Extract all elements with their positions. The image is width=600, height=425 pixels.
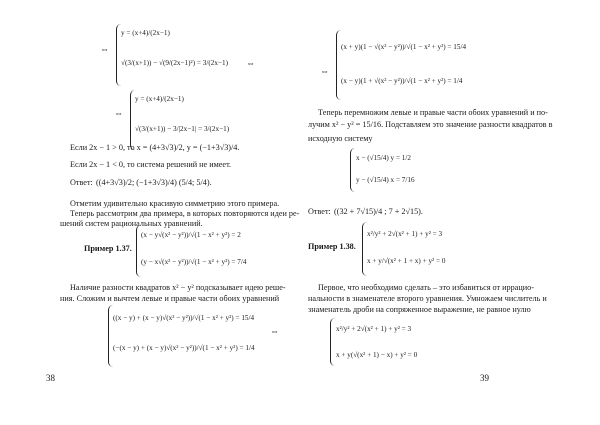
subst-eq2: y − (√15/4) x = 7/16 [356, 176, 415, 184]
sum-eq1: ((x − y) + (x − y)√(x² − y²))/√(1 − x² + y²) = 15/4 [113, 314, 255, 322]
top-eq1: (x + y)(1 − √(x² − y²))/√(1 − x² + y²) = 15/4 [341, 43, 467, 51]
answer-label: Ответ: [70, 178, 93, 187]
paragraph-line: Теперь рассмотрим два примера, в которых повторяются идеи ре- [70, 209, 300, 218]
case-positive: Если 2x − 1 > 0, то x = (4+3√3)/2, y = (−1+3√3)/4. [70, 143, 240, 152]
paragraph-line: Отметим удивительно красивую симметрию этого примера. [70, 199, 280, 208]
page-number: 39 [480, 373, 489, 383]
paragraph-line: исходную систему [308, 134, 373, 143]
top-eq2: (x − y)(1 + √(x² − y²))/√(1 − x² + y²) = 1/4 [341, 77, 463, 85]
system-brace [336, 30, 341, 100]
example-eq2: (y − x√(x² − y²))/√(1 − x² + y²) = 7/4 [141, 258, 247, 266]
paragraph-line: лучим x² − y² = 15/16. Подставляем это значение разности квадратов в [308, 120, 553, 129]
sys2-eq2: √(3/(x+1)) − 3/|2x−1| = 3/(2x−1) [135, 125, 230, 133]
example-eq1: (x − y√(x² − y²))/√(1 − x² + y²) = 2 [141, 231, 241, 239]
example-eq2: x + y/√(x² + 1 + x) + y² = 0 [367, 257, 446, 265]
sys1-eq1: y = (x+4)/(2x−1) [121, 29, 170, 37]
page-number: 38 [46, 373, 55, 383]
equivalence-arrow: ⇔ [270, 326, 279, 336]
example-label: Пример 1.37. [84, 244, 132, 253]
system-brace [350, 148, 355, 192]
paragraph-line: Первое, что необходимо сделать – это избавиться от иррацио- [318, 283, 534, 292]
case-negative: Если 2x − 1 < 0, то система решений не имеет. [70, 160, 232, 169]
answer-label: Ответ: [308, 207, 331, 216]
paragraph-line: ния. Сложим и вычтем левые и правые части обоих уравнений [60, 294, 280, 303]
equivalence-arrow: ⇔ [246, 58, 255, 68]
answer-value: ((4+3√3)/2; (−1+3√3)/4) (5/4; 5/4). [96, 178, 212, 187]
subst-eq1: x − (√15/4) y = 1/2 [356, 154, 411, 162]
sys1-eq2: √(3/(x+1)) − √(9/(2x−1)²) = 3/(2x−1) [121, 59, 228, 67]
equivalence-arrow: ⇔ [114, 108, 123, 118]
paragraph-line: знаменатель дроби на сопряженное выражение, не равное нулю [308, 305, 531, 314]
example-eq1: x²/y² + 2√(x² + 1) + y² = 3 [367, 230, 443, 238]
sys2-eq1: y = (x+4)/(2x−1) [135, 95, 184, 103]
final-eq2: x + y(√(x² + 1) − x) + y² = 0 [336, 351, 418, 359]
sum-eq2: (−(x − y) + (x − y)√(x² − y²))/√(1 − x² + y²) = 1/4 [113, 344, 255, 352]
system-brace [330, 318, 335, 366]
paragraph-line: Наличие разности квадратов x² − y² подсказывает идею реше- [70, 283, 286, 292]
equivalence-arrow: ⇔ [320, 66, 329, 76]
final-eq1: x²/y² + 2√(x² + 1) + y² = 3 [336, 325, 412, 333]
paragraph-line: нальности в знаменателе второго уравнения. Умножаем числитель и [308, 294, 547, 303]
answer-value: ((32 + 7√15)/4 ; 7 + 2√15). [334, 207, 423, 216]
paragraph-line: Теперь перемножим левые и правые части обоих уравнений и по- [318, 108, 548, 117]
example-label: Пример 1.38. [308, 242, 356, 251]
paragraph-line: шений систем рациональных уравнений. [60, 219, 203, 228]
equivalence-arrow: ⇔ [100, 44, 109, 54]
right-page [300, 0, 600, 425]
